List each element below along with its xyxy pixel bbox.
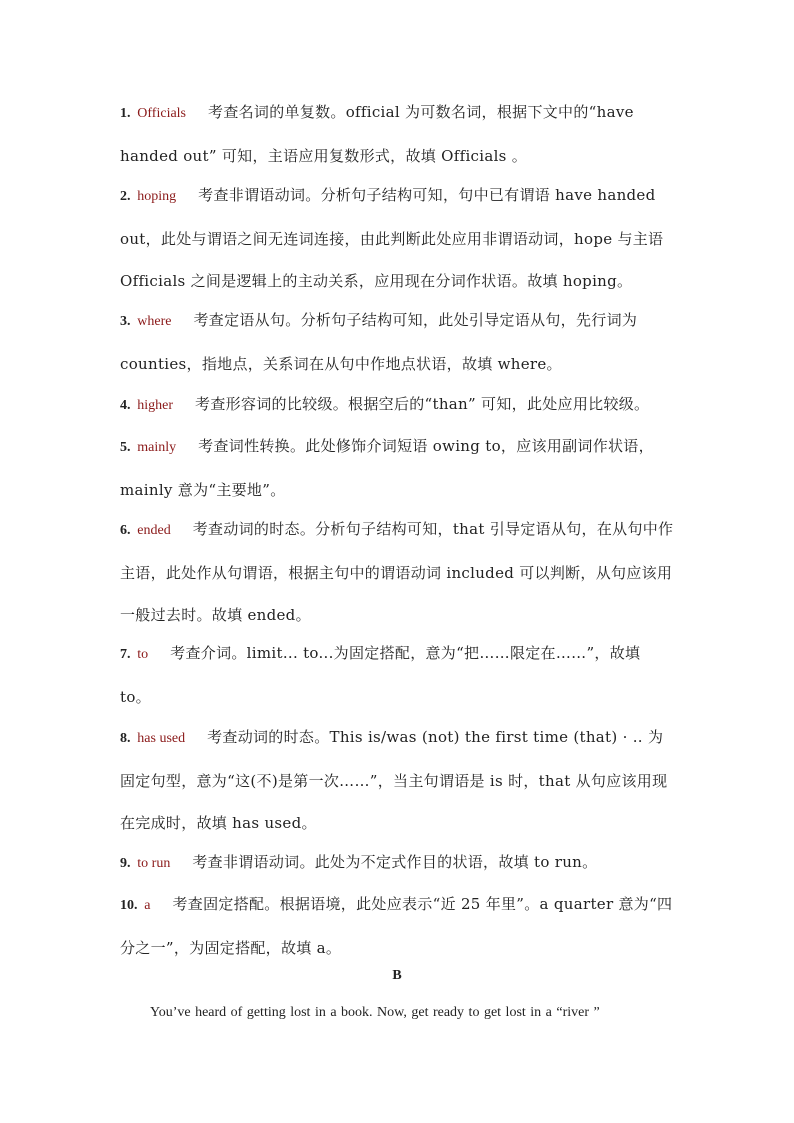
item-answer: hoping (137, 189, 177, 204)
item-explanation: 考查形容词的比较级。根据空后的“than” 可知，此处应用比较级。 (195, 395, 650, 413)
item-number: 3. (120, 314, 131, 329)
item-answer: higher (137, 398, 174, 413)
item-number: 4. (120, 398, 131, 413)
answer-item-7 (120, 632, 674, 718)
item-explanation: 考查固定搭配。根据语境，此处应表示“近 25 年里”。a quarter 意为“四分之一”，为固定搭配，故填 a。 (120, 895, 673, 957)
item-number: 2. (120, 189, 131, 204)
answer-item-8 (120, 716, 674, 844)
item-number: 7. (120, 647, 131, 662)
answer-item-6 (120, 508, 674, 636)
answer-item-9 (120, 841, 674, 885)
item-number: 1. (120, 106, 131, 121)
answer-item-3 (120, 299, 674, 385)
item-explanation: 考查动词的时态。This is/was (not) the first time (that) · .. 为固定句型，意为“这(不)是第一次……”，当主句谓语是 is 时，that 从句应该用现在完成时，故填 has used。 (120, 728, 668, 832)
item-answer: Officials (137, 106, 187, 121)
item-answer: to (137, 647, 149, 662)
answer-item-2 (120, 174, 674, 302)
item-answer: a (144, 898, 151, 913)
item-number: 6. (120, 523, 131, 538)
answer-item-4 (120, 383, 674, 427)
item-answer: ended (137, 523, 171, 538)
item-explanation: 考查介词。limit... to...为固定搭配，意为“把……限定在……”，故填 to。 (120, 644, 641, 706)
item-explanation: 考查名词的单复数。official 为可数名词，根据下文中的“have handed out” 可知，主语应用复数形式，故填 Officials 。 (120, 103, 634, 165)
item-answer: has used (137, 731, 186, 746)
item-answer: where (137, 314, 172, 329)
item-explanation: 考查非谓语动词。分析句子结构可知，句中已有谓语 have handed out，此处与谓语之间无连词连接，由此判断此处应用非谓语动词，hope 与主语 Officials 之间是逻辑上的主动关系，应用现在分词作状语。故填 hoping。 (120, 186, 664, 290)
passage-text: You’ve heard of getting lost in a book. Now, get ready to get lost in a “river ” (150, 1005, 600, 1020)
section-heading: B (392, 968, 402, 983)
answer-item-1 (120, 91, 674, 177)
item-explanation: 考查定语从句。分析句子结构可知，此处引导定语从句，先行词为 counties，指地点，关系词在从句中作地点状语，故填 where。 (120, 311, 638, 373)
item-number: 9. (120, 856, 131, 871)
answer-item-10 (120, 883, 674, 969)
item-explanation: 考查动词的时态。分析句子结构可知，that 引导定语从句，在从句中作主语，此处作从句谓语，根据主句中的谓语动词 included 可以判断，从句应该用一般过去时。故填 ended。 (120, 520, 674, 624)
item-explanation: 考查非谓语动词。此处为不定式作目的状语，故填 to run。 (192, 853, 598, 871)
item-answer: mainly (137, 440, 177, 455)
item-number: 10. (120, 898, 138, 913)
item-explanation: 考查词性转换。此处修饰介词短语 owing to，应该用副词作状语，mainly 意为“主要地”。 (120, 437, 654, 499)
item-number: 8. (120, 731, 131, 746)
item-answer: to run (137, 856, 171, 871)
item-number: 5. (120, 440, 131, 455)
answer-item-5 (120, 425, 674, 511)
